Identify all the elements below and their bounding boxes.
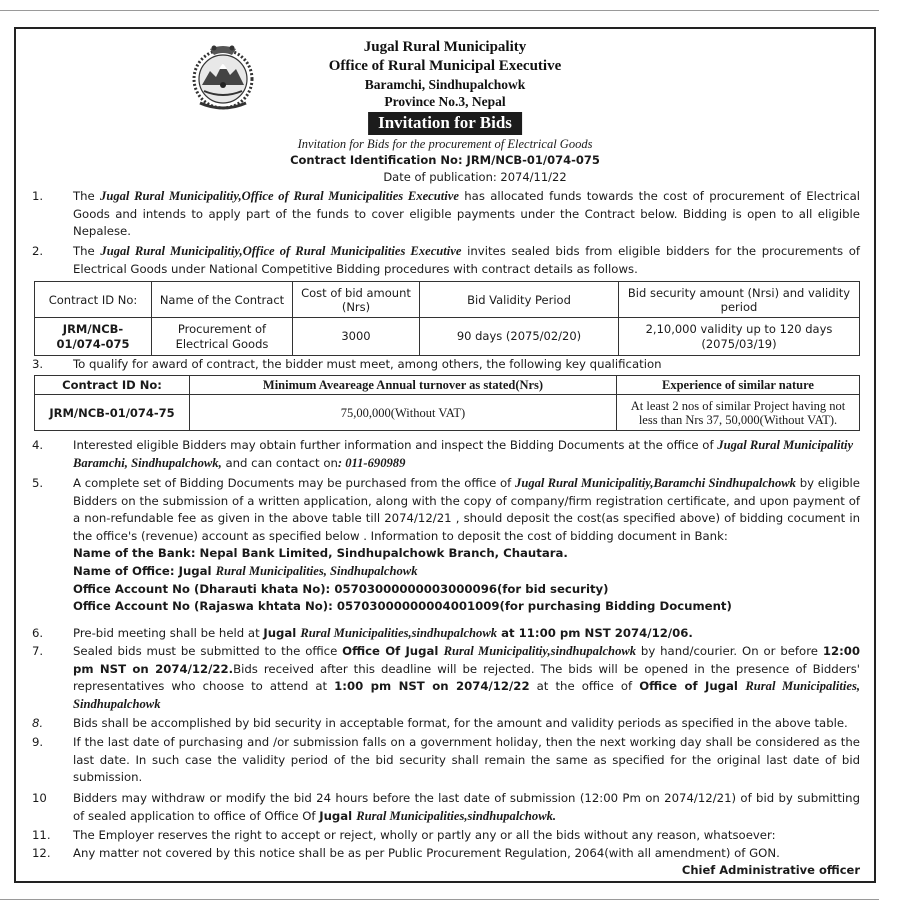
subtitle: Invitation for Bids for the procurement of Electrical Goods <box>297 137 593 151</box>
office-address: Baramchi, Sindhupalchowk <box>364 77 526 92</box>
signature: Chief Administrative officer <box>681 863 860 877</box>
paragraph-10: 10 Bidders may withdraw or modify the bid 24 hours before the last date of submission (12:00 Pm on 2074/12/21) of bid by submitting of sealed application to office of Office Of Jugal Rural Municipalities,sindhupalchowk. <box>32 791 860 823</box>
table-row: JRM/NCB-01/074-075 Procurement of Electrical Goods 3000 90 days (2075/02/20) 2,10,000 validity up to 120 days (2075/03/19) <box>35 318 860 356</box>
office-name-line: Name of Office: Jugal Rural Municipalities, Sindhupalchowk <box>73 563 418 578</box>
bank-name: Name of the Bank: Nepal Bank Limited, Sindhupalchowk Branch, Chautara. <box>73 546 568 561</box>
org-name: Jugal Rural Municipality <box>363 39 527 55</box>
office-name: Office of Rural Municipal Executive <box>328 58 562 74</box>
qualification-table: Contract ID No: Minimum Aveareage Annual turnover as stated(Nrs) Experience of similar nature JRM/NCB-01/074-75 75,00,000(Without VAT) At least 2 nos of similar Project having not less than Nrs 37, 50,000(Without VAT). <box>34 375 860 431</box>
notice-frame <box>14 27 876 883</box>
paragraph-4: 4. Interested eligible Bidders may obtain further information and inspect the Bidding Documents at the office of Jugal Rural Municipalitiy Baramchi, Sindhupalchowk, and can contact on: 011-690989 <box>32 438 854 470</box>
account-1: Office Account No (Dharauti khata No): 05703000000003000096(for bid security) <box>73 581 609 596</box>
bottom-rule <box>0 899 879 900</box>
paragraph-11: 11. The Employer reserves the right to accept or reject, wholly or partly any or all the bids without any reason, whatsoever: <box>32 828 776 842</box>
publication-date: Date of publication: 2074/11/22 <box>383 170 567 184</box>
paragraph-8: 8. Bids shall be accomplished by bid security in acceptable format, for the amount and validity periods as specified in the above table. <box>32 716 848 730</box>
paragraph-9: 9. If the last date of purchasing and /or submission falls on a government holiday, then the next working day shall be considered as the last date. In such case the validity period of the bid security shall remain the same as specified for the original last date of bid submission. <box>32 735 860 785</box>
paragraph-12: 12. Any matter not covered by this notice shall be as per Public Procurement Regulation, 2064(with all amendment) of GON. <box>32 846 780 860</box>
paragraph-1: 1. The Jugal Rural Municipalitiy,Office of Rural Municipalities Executive has allocated funds towards the cost of procurement of Electrical Goods and intends to apply part of the funds to cover eligible payments under the Contract below. Bidding is open to all eligible Nepalese. <box>32 189 861 239</box>
contract-identification: Contract Identification No: JRM/NCB-01/074-075 <box>290 153 600 167</box>
contract-details-table: Contract ID No: Name of the Contract Cost of bid amount (Nrs) Bid Validity Period Bid security amount (Nrsi) and validity period JRM/NCB-01/074-075 Procurement of Electrical Goods 3000 90 days (2075/02/20) 2,10,000 validity up to 120 days (2075/03/19) <box>34 281 860 356</box>
province: Province No.3, Nepal <box>384 94 506 109</box>
paragraph-6: 6. Pre-bid meeting shall be held at Jugal Rural Municipalities,sindhupalchowk at 11:00 pm NST 2074/12/06. <box>32 626 693 640</box>
page-title: Invitation for Bids <box>368 112 522 135</box>
paragraph-5: 5. A complete set of Bidding Documents may be purchased from the office of Jugal Rural Municipalitiy,Baramchi Sindhupalchowk by eligible Bidders on the submission of a written application, along with the copy of company/firm registration certificate, and upon payment of a non-refundable fee as given in the above table till 2074/12/21 , should deposit the cost(as specified above) of bidding cocument in the office's (revenue) account as specified below . Information to deposit the cost of bidding document in Bank: Name of the Bank: Nepal Bank Limited, Sindhupalchowk Branch, Chautara. Name of Office: Jugal Rural Municipalities, Sindhupalchowk Office Account No (Dharauti khata No): 05703000000003000096(for bid security) Office Account No (Rajaswa khtata No): 05703000000004001009(for purchasing Bidding Document) <box>32 475 860 616</box>
top-rule <box>0 10 879 11</box>
table-row: JRM/NCB-01/074-75 75,00,000(Without VAT) At least 2 nos of similar Project having not less than Nrs 37, 50,000(Without VAT). <box>35 395 860 431</box>
paragraph-3: 3. To qualify for award of contract, the bidder must meet, among others, the following key qualification <box>32 357 662 371</box>
paragraph-7: 7. Sealed bids must be submitted to the office Office Of Jugal Rural Municipalitiy,sindhupalchowk by hand/courier. On or before 12:00 pm NST on 2074/12/22.Bids received after this deadline will be rejected. The bids will be opened in the presence of Bidders' representatives who choose to attend at 1:00 pm NST on 2074/12/22 at the office of Office of Jugal Rural Municipalities, Sindhupalchowk <box>32 644 861 711</box>
paragraph-2: 2. The Jugal Rural Municipalitiy,Office of Rural Municipalities Executive invites sealed bids from eligible bidders for the procurements of Electrical Goods under National Competitive Bidding procedures with contract details as follows. <box>32 244 860 276</box>
account-2: Office Account No (Rajaswa khtata No): 05703000000004001009(for purchasing Bidding Document) <box>73 599 732 614</box>
